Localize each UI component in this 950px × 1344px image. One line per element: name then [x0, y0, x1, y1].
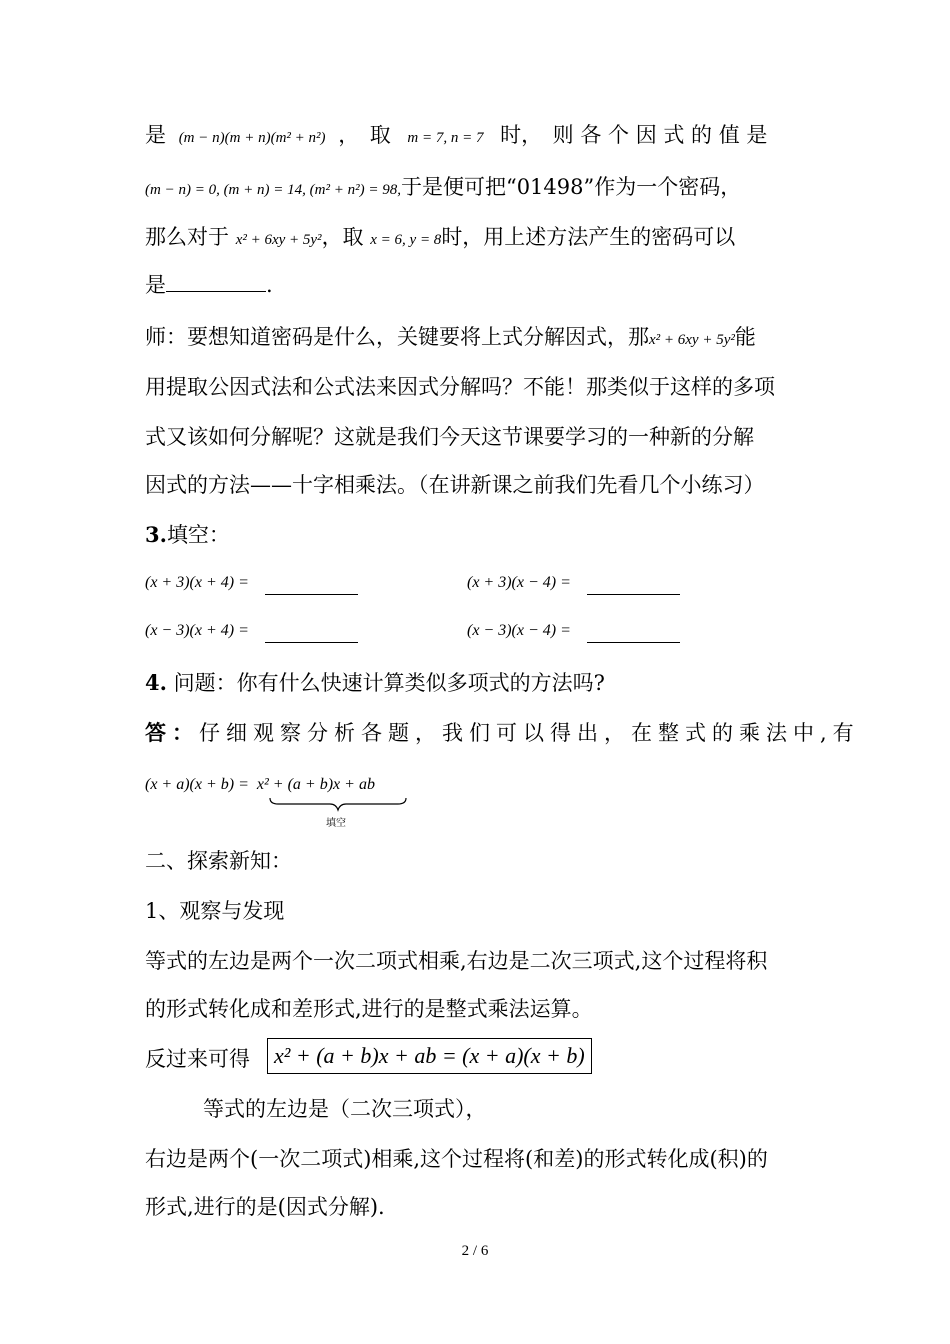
identity-rhs: x² + (a + b)x + ab	[256, 776, 375, 793]
answer-blank[interactable]	[166, 291, 266, 292]
reverse-label: 反过来可得	[145, 1047, 250, 1071]
question-label: 填空：	[166, 523, 230, 547]
paragraph-line: 形式,进行的是(因式分解).	[145, 1195, 385, 1219]
text-fragment: 时， 则 各 个 因 式 的 值 是	[500, 123, 768, 147]
question-text: 问题：你有什么快速计算类似多项式的方法吗?	[166, 671, 605, 695]
math-expression: (m − n)(m + n)(m² + n²)	[178, 130, 326, 146]
teacher-line-3: 式又该如何分解呢？这就是我们今天这节课要学习的一种新的分解	[145, 425, 754, 449]
math-expression: m = 7, n = 7	[407, 130, 484, 146]
answer-line	[145, 718, 860, 748]
text-line-3	[145, 222, 735, 255]
exercise-expression: (x − 3)(x − 4) =	[467, 622, 571, 639]
exercise-2-blank[interactable]	[587, 574, 680, 595]
text-fragment: .	[266, 273, 273, 297]
teacher-line-2: 用提取公因式法和公式法来因式分解吗？不能！那类似于这样的多项	[145, 375, 775, 399]
exercise-2	[467, 574, 571, 592]
boxed-equation	[267, 1038, 592, 1074]
section-heading: 二、探索新知：	[145, 849, 292, 873]
brace-label: 填空	[326, 818, 346, 829]
exercise-3-blank[interactable]	[265, 622, 358, 643]
factorization-equation: x² + (a + b)x + ab = (x + a)(x + b)	[267, 1038, 592, 1074]
text-fragment: 时，用上述方法产生的密码可以	[441, 225, 736, 249]
identity-lhs: (x + a)(x + b) =	[145, 776, 249, 793]
text-line-1	[145, 120, 767, 153]
identity-formula	[145, 776, 375, 794]
paragraph-line: 的形式转化成和差形式,进行的是整式乘法运算。	[145, 997, 593, 1021]
teacher-line-4: 因式的方法——十字相乘法。（在讲新课之前我们先看几个小练习）	[145, 473, 765, 497]
question-4	[145, 668, 605, 698]
exercise-expression: (x − 3)(x + 4) =	[145, 622, 249, 639]
exercise-1-blank[interactable]	[265, 574, 358, 595]
page-number: 2 / 6	[461, 1243, 489, 1259]
exercise-4	[467, 622, 571, 640]
teacher-line-1	[145, 322, 756, 355]
exercise-4-blank[interactable]	[587, 622, 680, 643]
question-3-heading	[145, 520, 230, 550]
text-fragment: 能	[734, 325, 756, 349]
text-fragment: 于是便可把“01498”作为一个密码，	[400, 175, 742, 199]
math-expression: (m − n) = 0, (m + n) = 14, (m² + n²) = 98,	[145, 182, 401, 198]
question-number: 4.	[145, 670, 167, 695]
exercise-1	[145, 574, 249, 592]
text-fragment: ，取	[321, 225, 364, 249]
math-expression: x = 6, y = 8	[370, 232, 442, 248]
text-fragment: 那么对于	[145, 225, 229, 249]
subsection-heading: 1、观察与发现	[145, 899, 285, 923]
text-fragment: ， 取	[338, 123, 391, 147]
exercise-3	[145, 622, 249, 640]
text-fragment: 是	[145, 273, 166, 297]
text-line-4	[145, 270, 273, 300]
underbrace-icon	[268, 796, 408, 812]
text-fragment: 仔细观察分析各题，我们可以得出，在整式的乘法中,有	[199, 721, 860, 745]
paragraph-line: 右边是两个(一次二项式)相乘,这个过程将(和差)的形式转化成(积)的	[145, 1147, 768, 1171]
exercise-expression: (x + 3)(x + 4) =	[145, 574, 249, 591]
text-fragment: 师：要想知道密码是什么，关键要将上式分解因式，那	[145, 325, 649, 349]
paragraph-line: 等式的左边是（二次三项式），	[203, 1097, 487, 1121]
math-expression: x² + 6xy + 5y²	[235, 232, 322, 248]
text-line-2	[145, 172, 741, 205]
exercise-expression: (x + 3)(x − 4) =	[467, 574, 571, 591]
question-number: 3.	[145, 522, 167, 547]
paragraph-line: 等式的左边是两个一次二项式相乘,右边是二次三项式,这个过程将积	[145, 949, 768, 973]
answer-label: 答：	[145, 720, 199, 745]
text-fragment: 是	[145, 123, 166, 147]
math-expression: x² + 6xy + 5y²	[649, 332, 735, 348]
